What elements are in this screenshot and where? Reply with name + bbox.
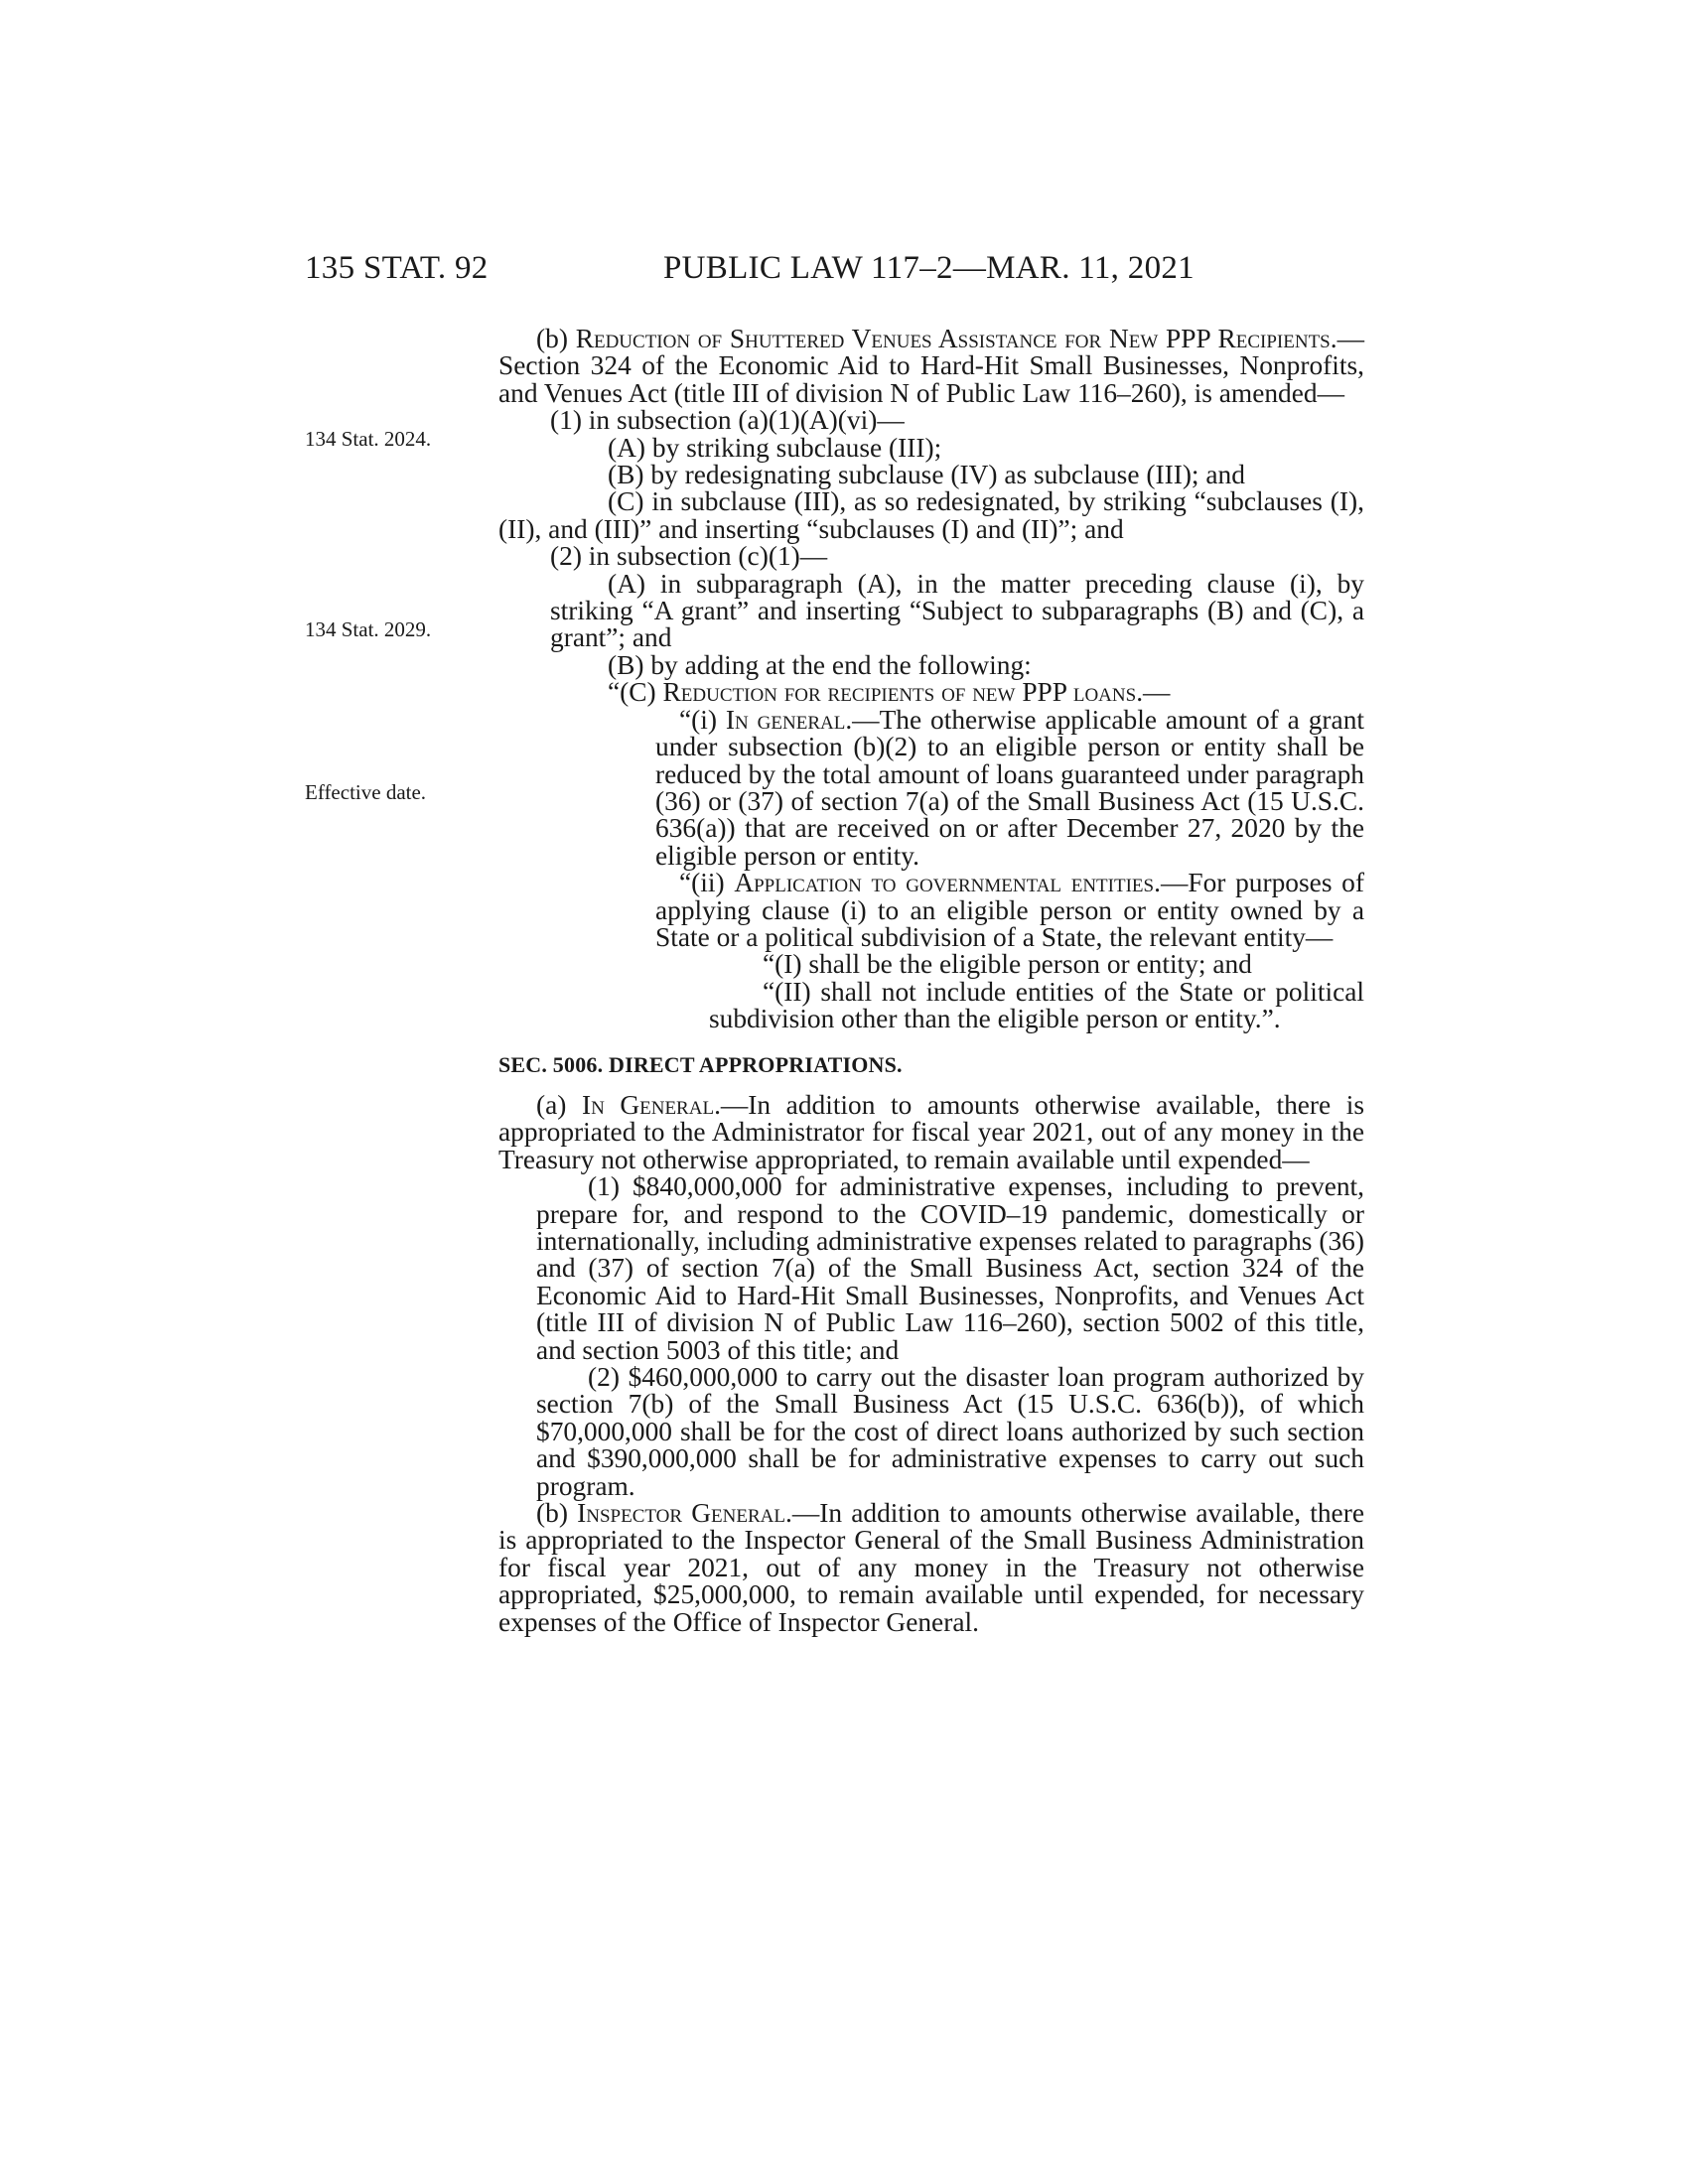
subparagraph-2-B: (B) by adding at the end the following: <box>608 649 1032 680</box>
sec5006-a-label: (a) <box>536 1089 582 1120</box>
subsection-heading: Reduction of Shuttered Venues Assistance for New PPP Recipients <box>575 324 1331 353</box>
margin-note-stat-2024: 134 Stat. 2024. <box>305 427 432 451</box>
quoted-C-dash: .— <box>1136 677 1171 708</box>
clause-ii-label: “(ii) <box>679 868 735 898</box>
clause-ii-heading: Application to governmental entities <box>734 868 1155 898</box>
sec5006-b-label: (b) <box>536 1498 578 1529</box>
subparagraph-1-B: (B) by redesignating subclause (IV) as subclause (III); and <box>608 460 1245 490</box>
margin-note-effective-date: Effective date. <box>305 780 427 804</box>
sec5006-a-text: .—In addition to amounts otherwise available, there is appropriated to the Administrator for fiscal year 2021, out of any money in the Treasury not otherwise appropriated, to remain available until expended— <box>498 1089 1365 1174</box>
sec5006-b-text: .—In addition to amounts otherwise available, there is appropriated to the Inspector General of the Small Business Administration for fiscal year 2021, out of any money in the Treasury not otherwise appropriated, $25,000,000, to remain available until expended, for necessary expenses of the Office of Inspector General. <box>498 1498 1364 1637</box>
stat-page-number: 135 STAT. 92 <box>305 250 489 286</box>
clause-i <box>498 704 1364 871</box>
section-5006-subsection-a <box>498 1089 1365 1174</box>
clause-ii <box>498 870 1364 951</box>
section-5006-subsection-b <box>498 1500 1364 1636</box>
law-title-header: PUBLIC LAW 117–2—MAR. 11, 2021 <box>663 250 1195 286</box>
clause-i-text: .—The otherwise applicable amount of a grant under subsection (b)(2) to an eligible person or entity shall be reduced by the total amount of loans guaranteed under paragraph (36) or (37) of section 7(a) of the Small Business Act (15 U.S.C. 636(a)) that are received on or after December 27, 2020 by the eligible person or entity. <box>655 704 1364 871</box>
section-5006-a-paragraph-1: (1) $840,000,000 for administrative expenses, including to prevent, prepare for, and respond to the COVID–19 pandemic, domestically or internationally, including administrative expenses related to paragraphs (36) and (37) of section 7(a) of the Small Business Act, section 324 of the Economic Aid to Hard-Hit Small Businesses, Nonprofits, and Venues Act (title III of division N of Public Law 116–260), section 5002 of this title, and section 5003 of this title; and <box>536 1171 1364 1365</box>
quoted-C-label: “(C) <box>608 677 663 708</box>
section-5006-a-paragraph-2: (2) $460,000,000 to carry out the disaster loan program authorized by section 7(b) of the Small Business Act (15 U.S.C. 636(b)), of which $70,000,000 shall be for the cost of direct loans authorized by such section and $390,000,000 shall be for administrative expenses to carry out such program. <box>536 1362 1364 1501</box>
margin-note-stat-2029: 134 Stat. 2029. <box>305 617 432 641</box>
paragraph-1: (1) in subsection (a)(1)(A)(vi)— <box>550 405 905 436</box>
quoted-subparagraph-C <box>498 679 1364 706</box>
clause-ii-text: .—For purposes of applying clause (i) to an eligible person or entity owned by a State or a political subdivision of a State, the relevant entity— <box>655 868 1365 952</box>
subsection-label: (b) <box>536 324 576 353</box>
clause-i-label: “(i) <box>679 704 726 735</box>
subclause-I: “(I) shall be the eligible person or entity; and <box>763 949 1252 980</box>
clause-i-heading: In general <box>725 704 846 735</box>
section-5006-heading: SEC. 5006. DIRECT APPROPRIATIONS. <box>498 1051 903 1077</box>
sec5006-a-heading: In General <box>581 1089 715 1120</box>
subparagraph-1-C: (C) in subclause (III), as so redesignated, by striking “subclauses (I), (II), and (III)” and inserting “subclauses (I) and (II)”; and <box>498 486 1364 544</box>
subsection-b-reduction <box>498 326 1364 407</box>
subsection-text: .—Section 324 of the Economic Aid to Hard-Hit Small Businesses, Nonprofits, and Venues Act (title III of division N of Public Law 116–260), is amended— <box>498 324 1364 408</box>
subparagraph-1-A: (A) by striking subclause (III); <box>608 432 942 463</box>
quoted-C-heading: Reduction for recipients of new PPP loans <box>662 677 1137 708</box>
paragraph-2: (2) in subsection (c)(1)— <box>550 541 828 572</box>
sec5006-b-heading: Inspector General <box>577 1498 785 1529</box>
subparagraph-2-A: (A) in subparagraph (A), in the matter preceding clause (i), by striking “A grant” and inserting “Subject to subparagraphs (B) and (C), a grant”; and <box>550 568 1364 653</box>
document-body <box>498 326 1364 1636</box>
subclause-II: “(II) shall not include entities of the State or political subdivision other than the eligible person or entity.”. <box>709 976 1364 1034</box>
